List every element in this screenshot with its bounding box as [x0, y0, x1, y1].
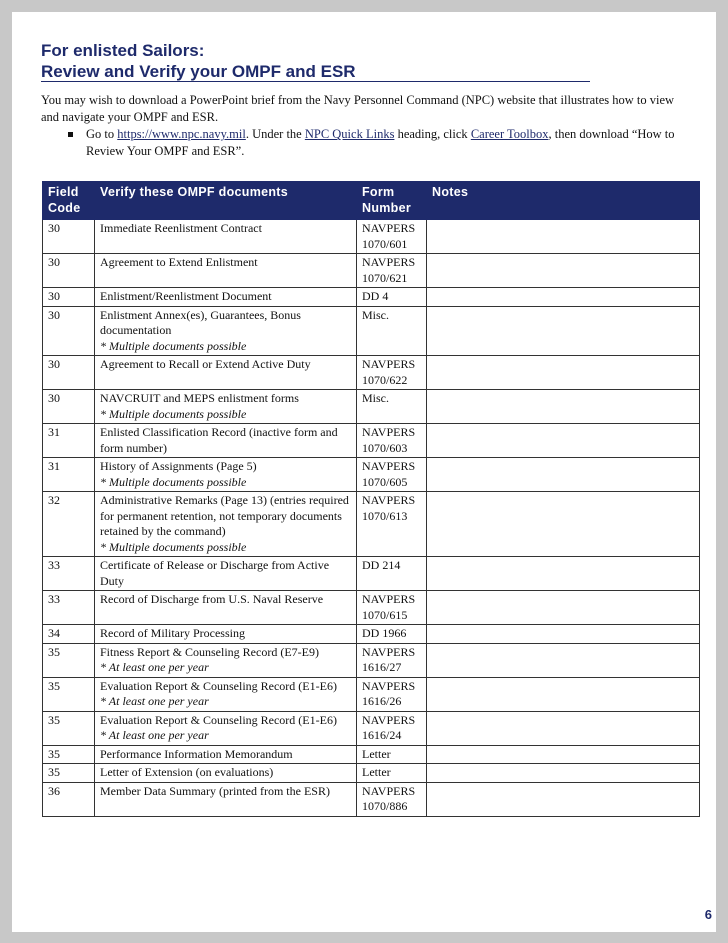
notes-cell[interactable]	[427, 390, 700, 424]
document-cell	[95, 306, 357, 356]
notes-cell[interactable]	[427, 557, 700, 591]
field-code-cell: 33	[43, 591, 95, 625]
form-number-cell: Letter	[357, 745, 427, 764]
document-cell	[95, 745, 357, 764]
field-code-cell: 35	[43, 643, 95, 677]
document-note: * Multiple documents possible	[100, 406, 247, 421]
document-name: Enlistment/Reenlistment Document	[100, 289, 272, 303]
document-note: * Multiple documents possible	[100, 474, 247, 489]
notes-cell[interactable]	[427, 625, 700, 644]
field-code-cell: 35	[43, 764, 95, 783]
field-code-cell: 31	[43, 458, 95, 492]
field-code-cell: 35	[43, 711, 95, 745]
table-body	[43, 220, 700, 817]
notes-cell[interactable]	[427, 643, 700, 677]
npc-website-link[interactable]: https://www.npc.navy.mil	[117, 127, 246, 141]
form-number-cell: NAVPERS 1616/27	[357, 643, 427, 677]
table-row	[43, 745, 700, 764]
document-name: Agreement to Extend Enlistment	[100, 255, 258, 269]
table-header-row	[43, 182, 700, 220]
form-number-cell: Letter	[357, 764, 427, 783]
bullet-text-1: Go to	[86, 127, 118, 141]
form-number-cell: DD 1966	[357, 625, 427, 644]
table-row	[43, 711, 700, 745]
notes-cell[interactable]	[427, 745, 700, 764]
document-cell	[95, 677, 357, 711]
bullet-text-3: heading, click	[394, 127, 471, 141]
table-row	[43, 424, 700, 458]
field-code-cell: 31	[43, 424, 95, 458]
document-cell	[95, 288, 357, 307]
document-cell	[95, 591, 357, 625]
document-name: Agreement to Recall or Extend Active Duty	[100, 357, 311, 371]
document-cell	[95, 424, 357, 458]
document-note: * Multiple documents possible	[100, 539, 247, 554]
form-number-cell: DD 4	[357, 288, 427, 307]
document-name: Immediate Reenlistment Contract	[100, 221, 262, 235]
field-code-cell: 30	[43, 390, 95, 424]
document-name: Record of Military Processing	[100, 626, 245, 640]
document-cell	[95, 625, 357, 644]
document-cell	[95, 557, 357, 591]
notes-cell[interactable]	[427, 492, 700, 557]
form-number-cell: NAVPERS 1070/603	[357, 424, 427, 458]
page	[12, 12, 716, 932]
document-note: * At least one per year	[100, 694, 209, 708]
document-cell	[95, 390, 357, 424]
table-row	[43, 764, 700, 783]
field-code-cell: 32	[43, 492, 95, 557]
bullet-text-2: . Under the	[245, 127, 305, 141]
field-code-cell: 30	[43, 220, 95, 254]
document-name: Administrative Remarks (Page 13) (entries required for permanent retention, not temporary documents retained by the command)	[100, 493, 349, 538]
form-number-cell: NAVPERS 1616/24	[357, 711, 427, 745]
page-number: 6	[704, 907, 712, 922]
bullet-text	[86, 126, 688, 160]
table-row	[43, 254, 700, 288]
document-cell	[95, 254, 357, 288]
career-toolbox-link[interactable]: Career Toolbox	[470, 127, 549, 141]
field-code-cell: 35	[43, 677, 95, 711]
notes-cell[interactable]	[427, 306, 700, 356]
notes-cell[interactable]	[427, 356, 700, 390]
form-number-cell: NAVPERS 1070/615	[357, 591, 427, 625]
table-row	[43, 625, 700, 644]
notes-cell[interactable]	[427, 424, 700, 458]
form-number-cell: Misc.	[357, 390, 427, 424]
document-name: Letter of Extension (on evaluations)	[100, 765, 274, 779]
document-name: Record of Discharge from U.S. Naval Reserve	[100, 592, 324, 606]
table-row	[43, 288, 700, 307]
table-row	[43, 390, 700, 424]
title-divider	[41, 81, 590, 82]
notes-cell[interactable]	[427, 782, 700, 816]
document-name: Evaluation Report & Counseling Record (E1-E6)	[100, 712, 337, 727]
document-cell	[95, 782, 357, 816]
notes-cell[interactable]	[427, 458, 700, 492]
ompf-documents-table	[42, 181, 700, 817]
header-notes: Notes	[427, 182, 700, 220]
table-row	[43, 492, 700, 557]
notes-cell[interactable]	[427, 677, 700, 711]
document-name: History of Assignments (Page 5)	[100, 459, 257, 473]
page-title	[41, 40, 601, 82]
bullet-text-4: , then download “How to Review Your OMPF and ESR”.	[86, 127, 675, 158]
table-row	[43, 557, 700, 591]
field-code-cell: 30	[43, 254, 95, 288]
table-row	[43, 220, 700, 254]
document-name: Member Data Summary (printed from the ESR)	[100, 783, 330, 798]
field-code-cell: 30	[43, 288, 95, 307]
table-row	[43, 306, 700, 356]
document-name: Evaluation Report & Counseling Record (E1-E6)	[100, 678, 337, 693]
npc-quick-links-link[interactable]: NPC Quick Links	[304, 127, 395, 141]
document-name: Performance Information Memorandum	[100, 746, 293, 761]
document-name: Certificate of Release or Discharge from Active Duty	[100, 558, 330, 588]
notes-cell[interactable]	[427, 764, 700, 783]
document-cell	[95, 643, 357, 677]
form-number-cell: NAVPERS 1070/622	[357, 356, 427, 390]
notes-cell[interactable]	[427, 591, 700, 625]
form-number-cell: NAVPERS 1070/621	[357, 254, 427, 288]
document-cell	[95, 356, 357, 390]
field-code-cell: 33	[43, 557, 95, 591]
field-code-cell: 30	[43, 306, 95, 356]
field-code-cell: 35	[43, 745, 95, 764]
intro-paragraph: You may wish to download a PowerPoint brief from the Navy Personnel Command (NPC) website that illustrates how to view and navigate your OMPF and ESR.	[41, 93, 675, 124]
document-note: * At least one per year	[100, 728, 209, 742]
title-line-2: Review and Verify your OMPF and ESR	[41, 62, 356, 81]
form-number-cell: NAVPERS 1070/601	[357, 220, 427, 254]
document-name: Fitness Report & Counseling Record (E7-E9)	[100, 644, 319, 659]
instruction-bullet	[68, 126, 688, 160]
form-number-cell: Misc.	[357, 306, 427, 356]
field-code-cell: 34	[43, 625, 95, 644]
notes-cell[interactable]	[427, 288, 700, 307]
title-line-1: For enlisted Sailors:	[41, 41, 205, 60]
document-cell	[95, 492, 357, 557]
form-number-cell: NAVPERS 1616/26	[357, 677, 427, 711]
document-name: Enlisted Classification Record (inactive form and form number)	[100, 425, 338, 455]
table-row	[43, 356, 700, 390]
notes-cell[interactable]	[427, 711, 700, 745]
notes-cell[interactable]	[427, 220, 700, 254]
document-cell	[95, 458, 357, 492]
form-number-cell: NAVPERS 1070/886	[357, 782, 427, 816]
document-name: NAVCRUIT and MEPS enlistment forms	[100, 391, 299, 405]
field-code-cell: 36	[43, 782, 95, 816]
document-cell	[95, 220, 357, 254]
field-code-cell: 30	[43, 356, 95, 390]
document-cell	[95, 711, 357, 745]
table-row	[43, 677, 700, 711]
bullet-square-icon	[68, 132, 73, 137]
table-row	[43, 782, 700, 816]
document-cell	[95, 764, 357, 783]
document-name: Enlistment Annex(es), Guarantees, Bonus documentation	[100, 307, 301, 337]
form-number-cell: DD 214	[357, 557, 427, 591]
table-row	[43, 458, 700, 492]
header-field-code: Field Code	[43, 182, 95, 220]
header-documents: Verify these OMPF documents	[95, 182, 357, 220]
document-note: * At least one per year	[100, 660, 209, 674]
form-number-cell: NAVPERS 1070/605	[357, 458, 427, 492]
form-number-cell: NAVPERS 1070/613	[357, 492, 427, 557]
table-row	[43, 591, 700, 625]
header-form-number: Form Number	[357, 182, 427, 220]
table-row	[43, 643, 700, 677]
document-note: * Multiple documents possible	[100, 338, 247, 353]
notes-cell[interactable]	[427, 254, 700, 288]
